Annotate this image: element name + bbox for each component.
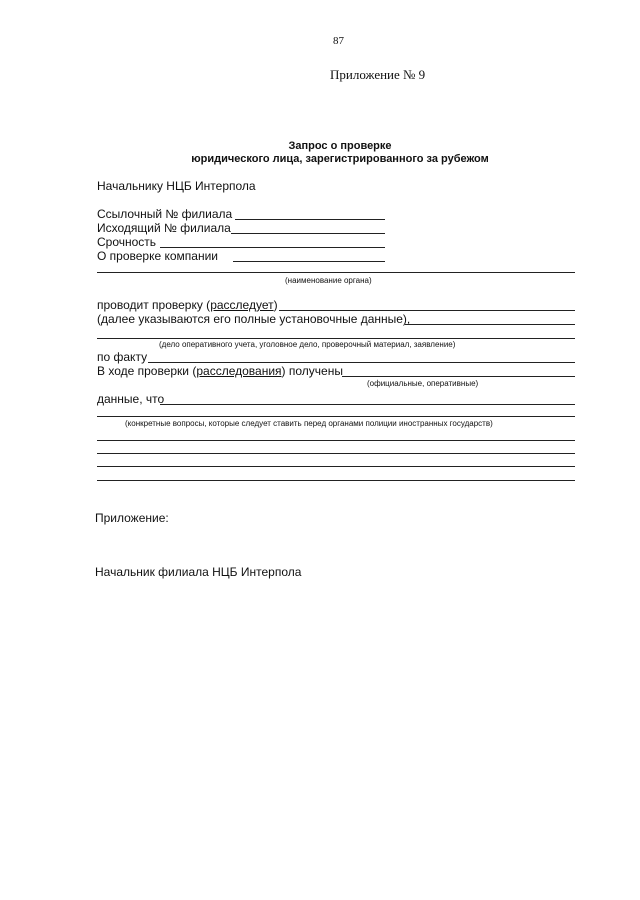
- outgoing-number-label: Исходящий № филиала: [97, 221, 231, 235]
- during-check-line: [342, 376, 575, 377]
- checking-suffix: ): [273, 298, 278, 312]
- attachment-label: Приложение:: [95, 511, 169, 525]
- page-number: 87: [333, 35, 344, 47]
- answer-line: [97, 480, 575, 481]
- organ-name-line: [97, 272, 575, 273]
- signature-label: Начальник филиала НЦБ Интерпола: [95, 565, 302, 579]
- answer-line: [97, 466, 575, 467]
- outgoing-number-line: [231, 233, 385, 234]
- case-type-hint: (дело оперативного учета, уголовное дело, проверочный материал, заявление): [159, 340, 456, 349]
- data-that-line: [160, 404, 575, 405]
- data-that-label: данные, что: [97, 392, 165, 406]
- checking-prefix: проводит проверку (: [97, 298, 211, 312]
- during-suffix: ) получены: [281, 364, 343, 378]
- during-prefix: В ходе проверки (: [97, 364, 197, 378]
- appendix-label: Приложение № 9: [330, 67, 426, 82]
- answer-line: [97, 440, 575, 441]
- during-check-text: [97, 364, 343, 378]
- during-underlined: расследования: [196, 364, 282, 378]
- checking-text: [97, 298, 278, 312]
- company-check-label: О проверке компании: [97, 249, 219, 263]
- document-title-line2: юридического лица, зарегистрированного за рубежом: [191, 153, 489, 165]
- addressee: Начальнику НЦБ Интерпола: [97, 179, 256, 193]
- by-fact-label: по факту: [97, 350, 148, 364]
- questions-hint: (конкретные вопросы, которые следует ставить перед органами полиции иностранных государств): [125, 419, 493, 428]
- case-type-line: [97, 338, 575, 339]
- urgency-label: Срочность: [97, 235, 157, 249]
- company-check-line: [233, 261, 385, 262]
- answer-line: [97, 453, 575, 454]
- document-title-line1: Запрос о проверке: [288, 140, 392, 152]
- details-text: (далее указываются его полные установочные данные),: [97, 312, 411, 326]
- checking-line: [279, 310, 575, 311]
- info-type-hint: (официальные, оперативные): [367, 379, 479, 388]
- checking-underlined: расследует: [210, 298, 274, 312]
- urgency-line: [160, 247, 385, 248]
- organ-name-hint: (наименование органа): [285, 276, 372, 285]
- reference-number-label: Ссылочный № филиала: [97, 207, 233, 221]
- details-line: [405, 324, 575, 325]
- by-fact-line: [148, 362, 575, 363]
- questions-line: [97, 416, 575, 417]
- reference-number-line: [235, 219, 385, 220]
